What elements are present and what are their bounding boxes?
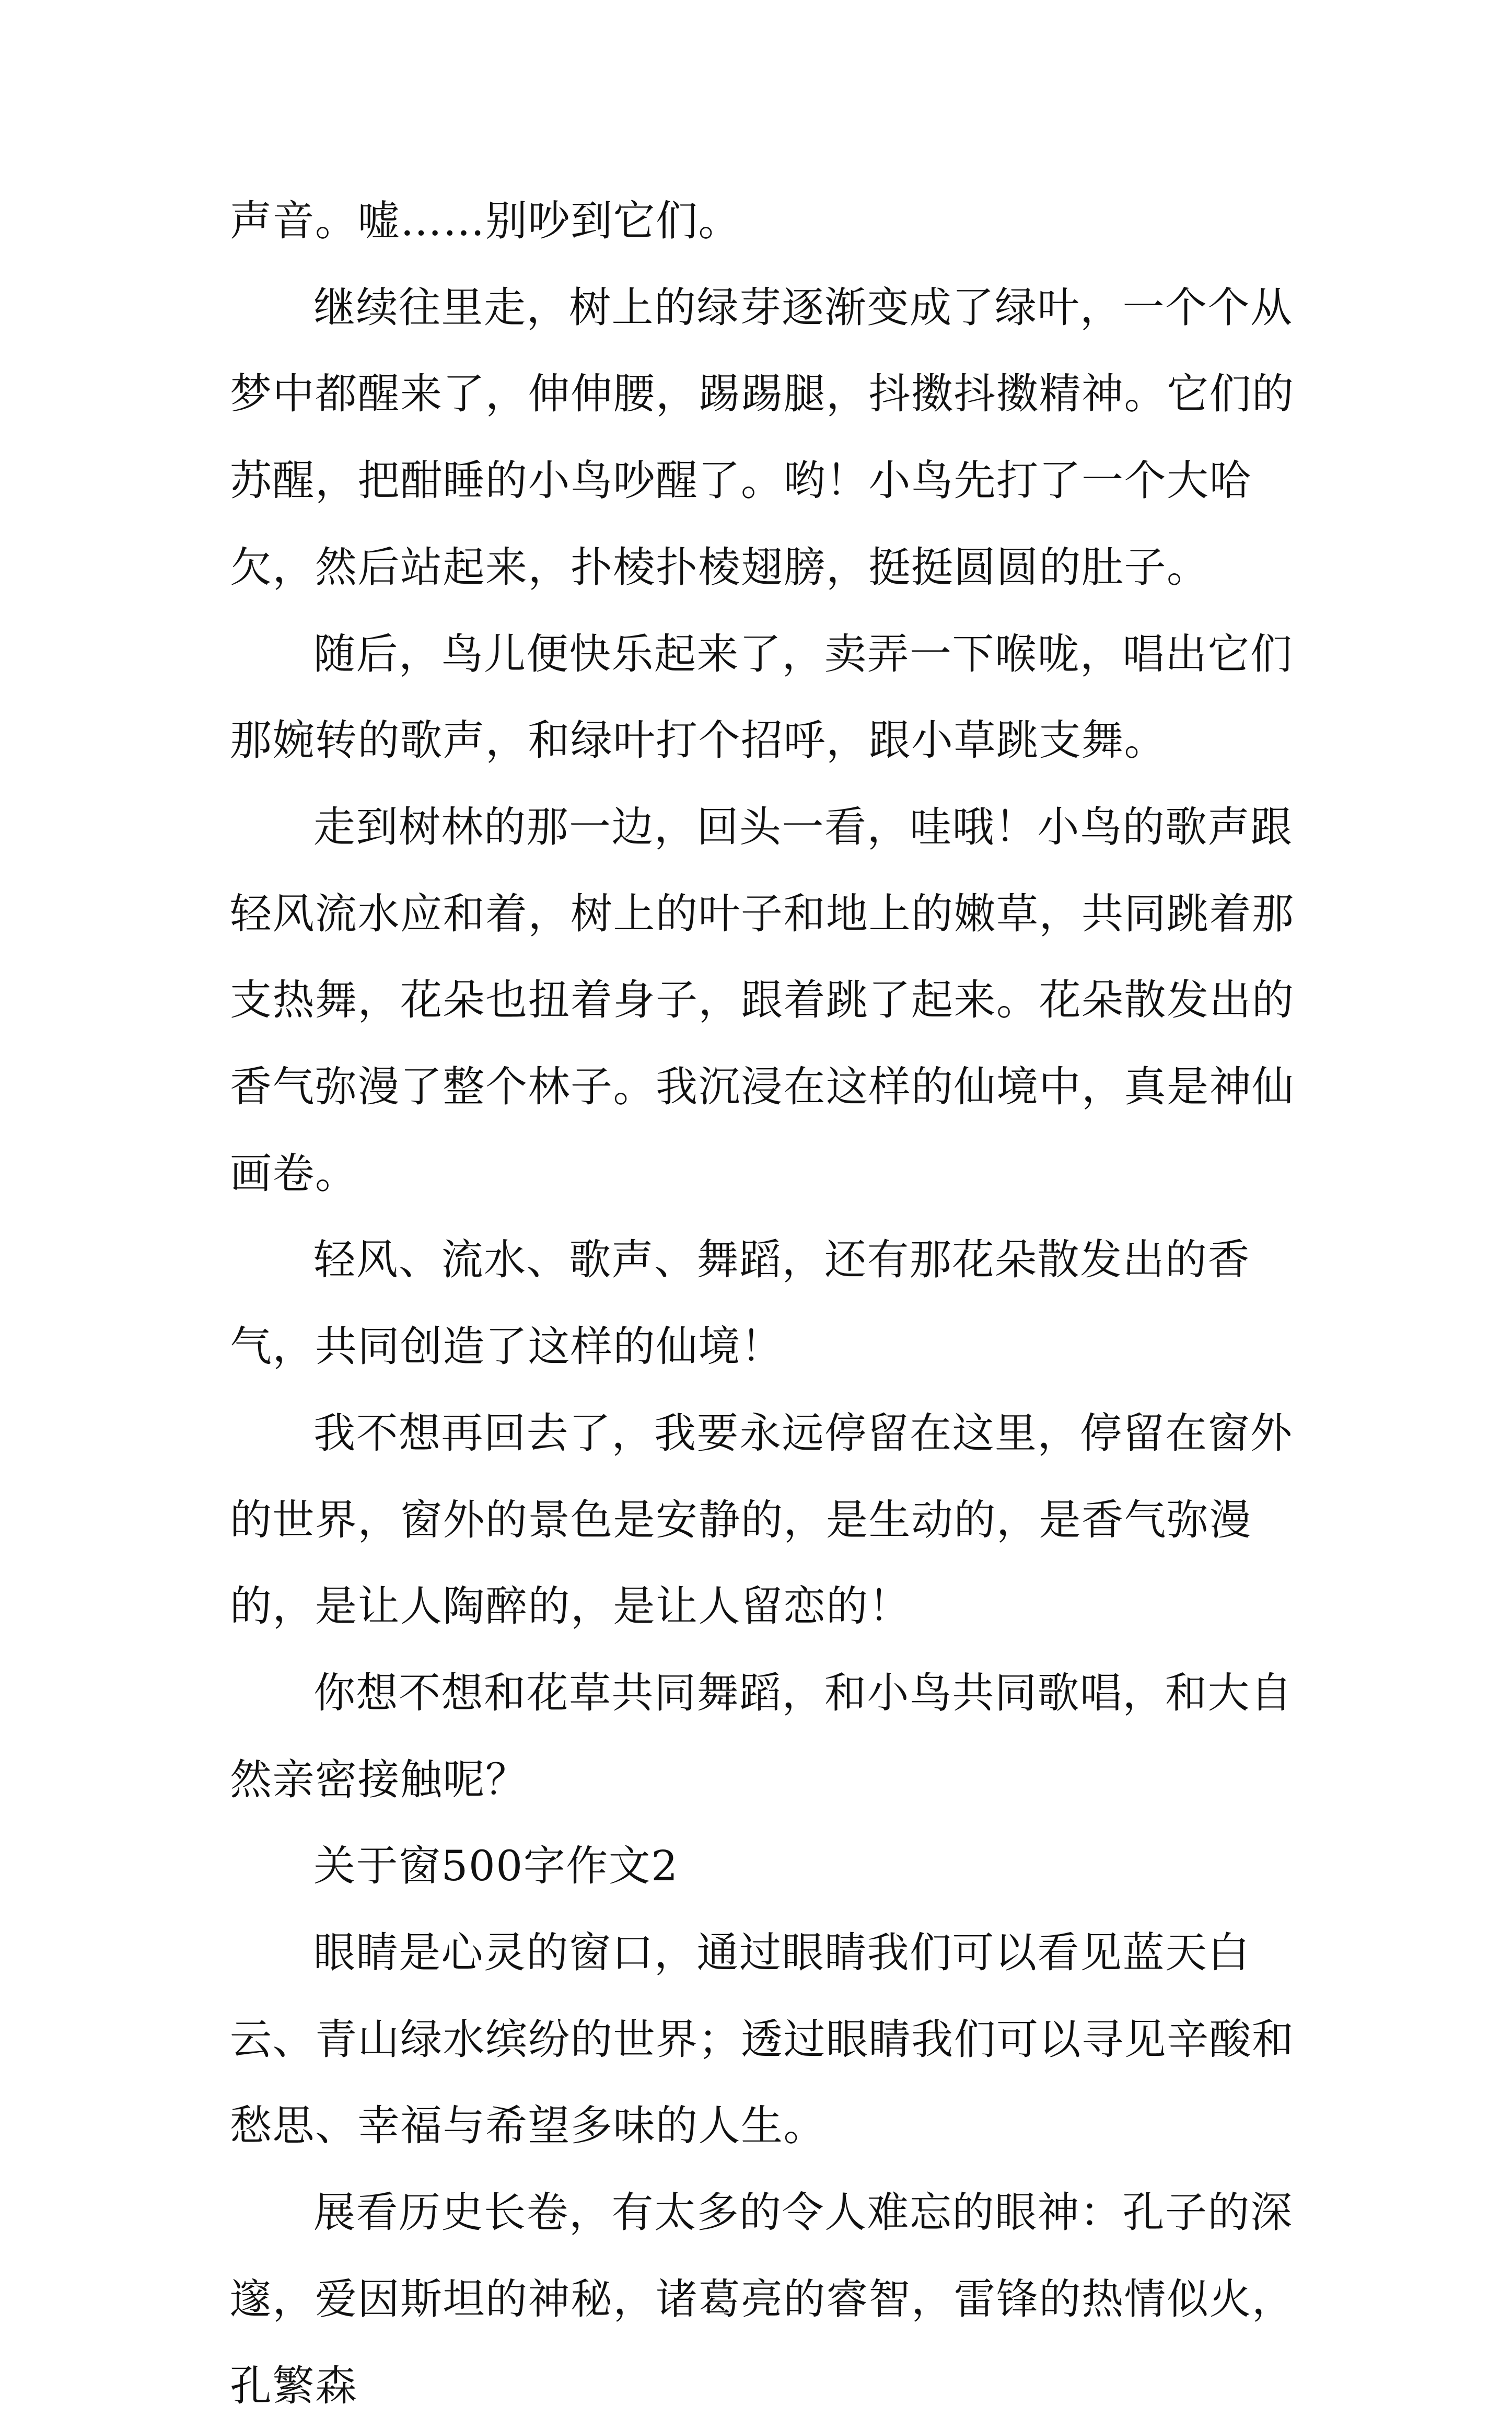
paragraph: 我不想再回去了，我要永远停留在这里，停留在窗外的世界，窗外的景色是安静的，是生动的，是香气弥漫的，是让人陶醉的，是让人留恋的！ xyxy=(230,1408,1293,1631)
paragraph: 走到树林的那一边，回头一看，哇哦！小鸟的歌声跟轻风流水应和着，树上的叶子和地上的嫩草，共同跳着那支热舞，花朵也扭着身子，跟着跳了起来。花朵散发出的香气弥漫了整个林子。我沉浸在这样的仙境中，真是神仙画卷。 xyxy=(230,802,1295,1198)
paragraph: 展看历史长卷，有太多的令人难忘的眼神：孔子的深邃，爱因斯坦的神秘，诸葛亮的睿智，雷锋的热情似火，孔繁森 xyxy=(230,2188,1295,2410)
document-body xyxy=(230,178,1296,2429)
section-heading: 关于窗500字作文2 xyxy=(313,1842,679,1891)
paragraph: 轻风、流水、歌声、舞蹈，还有那花朵散发出的香气，共同创造了这样的仙境！ xyxy=(230,1235,1250,1371)
paragraph-continued: 声音。嘘……别吵到它们。 xyxy=(230,196,741,245)
paragraph: 随后，鸟儿便快乐起来了，卖弄一下喉咙，唱出它们那婉转的歌声，和绿叶打个招呼，跟小草跳支舞。 xyxy=(230,629,1293,765)
paragraph: 你想不想和花草共同舞蹈，和小鸟共同歌唱，和大自然亲密接触呢？ xyxy=(230,1668,1293,1804)
paragraph: 继续往里走，树上的绿芽逐渐变成了绿叶，一个个从梦中都醒来了，伸伸腰，踢踢腿，抖擞抖擞精神。它们的苏醒，把酣睡的小鸟吵醒了。哟！小鸟先打了一个大哈欠，然后站起来，扑棱扑棱翅膀，挺挺圆圆的肚子。 xyxy=(230,283,1295,592)
paragraph: 眼睛是心灵的窗口，通过眼睛我们可以看见蓝天白云、青山绿水缤纷的世界；透过眼睛我们可以寻见辛酸和愁思、幸福与希望多味的人生。 xyxy=(230,1928,1295,2150)
